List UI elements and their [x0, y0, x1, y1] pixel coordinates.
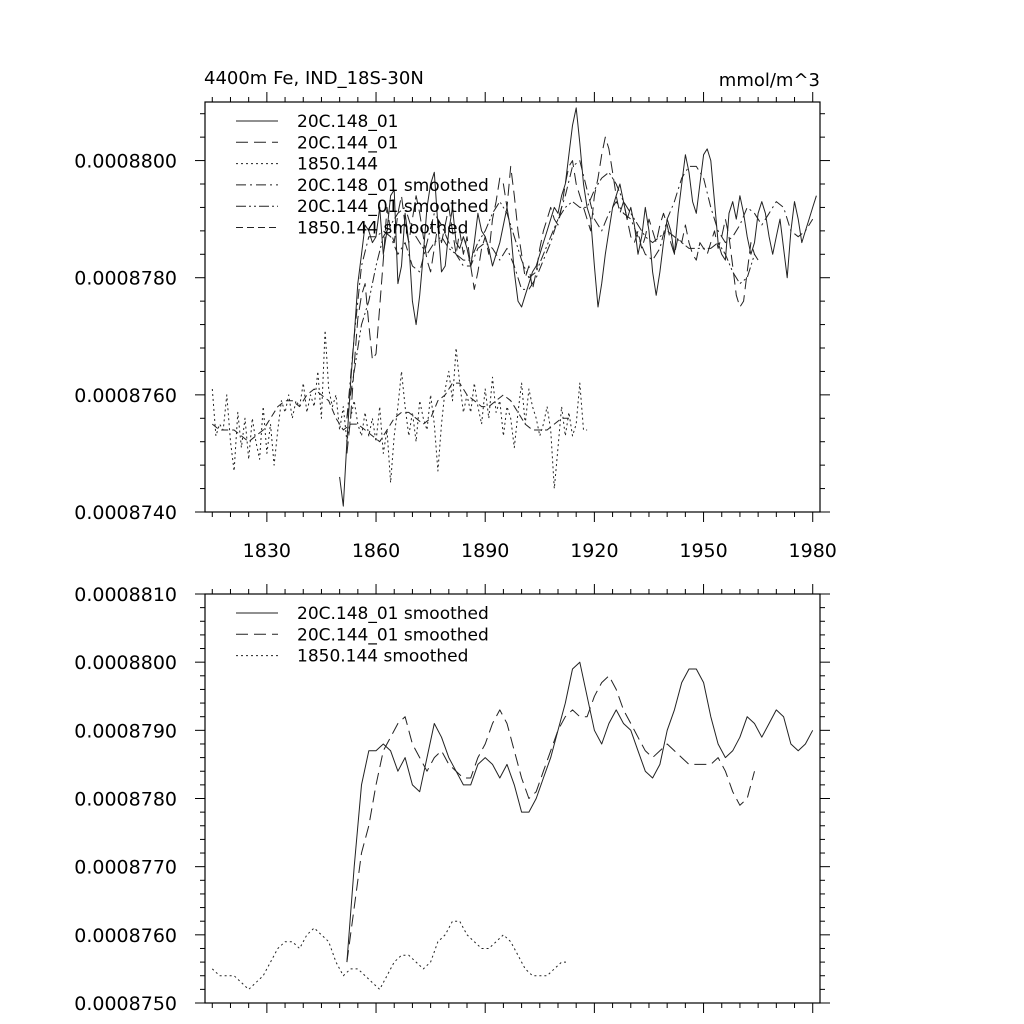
series-line-1850-144-smoothed: [212, 383, 569, 442]
legend-entry: 20C.148_01 smoothed: [297, 175, 489, 196]
series-line-20c-148-01-smoothed: [347, 662, 813, 962]
series-line-1850-144: [212, 330, 587, 488]
top-panel-title: 4400m Fe, IND_18S-30N: [204, 68, 424, 89]
legend-entry: 20C.144_01: [297, 133, 399, 154]
top-panel: [74, 68, 837, 562]
legend-entry: 20C.148_01 smoothed: [297, 604, 489, 624]
y-tick-label: 0.0008770: [74, 856, 177, 879]
x-tick-label: 1890: [461, 540, 510, 562]
series-line-20c-144-01-smoothed: [347, 676, 755, 962]
series-line-1850-144-smoothed: [212, 921, 569, 989]
x-tick-label: 1920: [570, 540, 619, 562]
legend-entry: 1850.144: [297, 154, 379, 175]
series-line-20c-148-01: [340, 108, 817, 506]
y-tick-label: 0.0008790: [74, 720, 177, 743]
x-tick-label: 1950: [679, 540, 728, 562]
legend-entry: 1850.144 smoothed: [297, 218, 469, 239]
y-tick-label: 0.0008740: [74, 502, 177, 524]
legend-entry: 20C.148_01: [297, 112, 399, 132]
top-panel-units: mmol/m^3: [718, 70, 820, 91]
x-tick-label: 1830: [242, 540, 292, 562]
y-tick-label: 0.0008780: [74, 788, 177, 811]
legend-entry: 20C.144_01 smoothed: [297, 625, 489, 646]
bottom-panel: [74, 584, 830, 1015]
y-tick-label: 0.0008760: [74, 924, 177, 947]
y-tick-label: 0.0008750: [74, 993, 177, 1015]
legend: [236, 604, 489, 667]
legend-entry: 1850.144 smoothed: [297, 646, 469, 667]
y-tick-label: 0.0008810: [74, 584, 177, 606]
y-tick-label: 0.0008800: [74, 652, 177, 675]
y-tick-label: 0.0008780: [74, 267, 177, 290]
x-tick-label: 1980: [788, 540, 837, 562]
x-tick-label: 1860: [351, 540, 401, 562]
y-tick-label: 0.0008800: [74, 150, 177, 173]
y-tick-label: 0.0008760: [74, 384, 177, 407]
legend-entry: 20C.144_01 smoothed: [297, 197, 489, 218]
legend: [236, 112, 489, 239]
